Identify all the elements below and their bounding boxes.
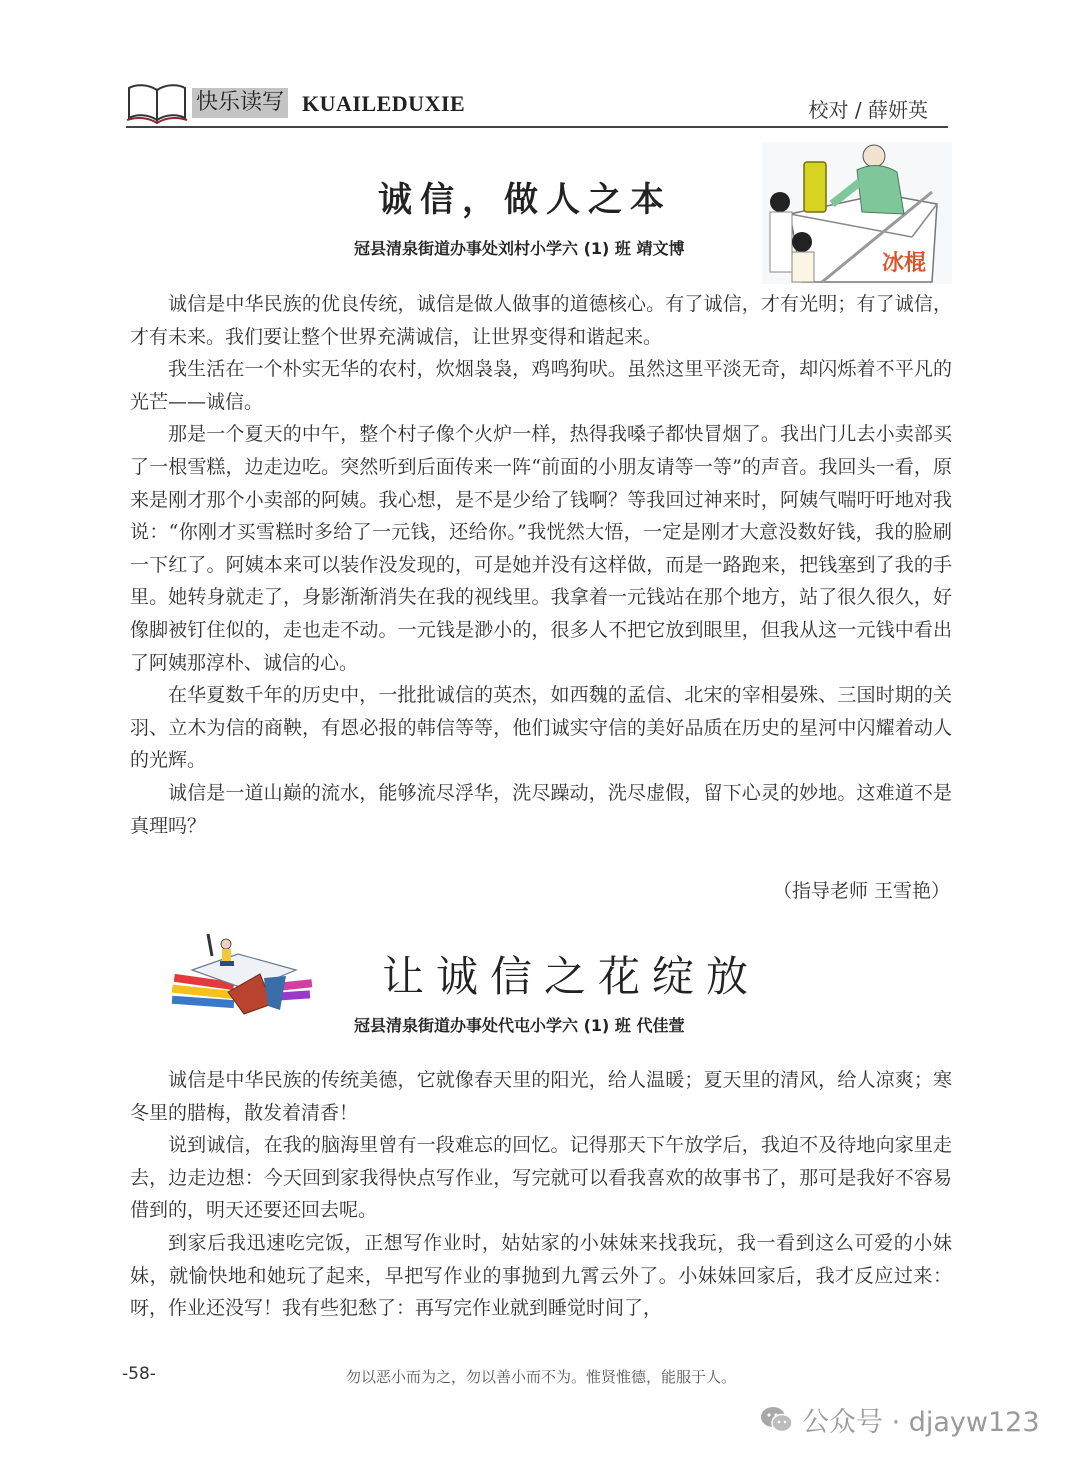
- account-watermark: [760, 1400, 1040, 1439]
- advisor-signoff: （指导老师 王雪艳）: [772, 880, 950, 902]
- column-pinyin: KUAILEDUXIE: [302, 91, 466, 116]
- footer-quote: 勿以恶小而为之，勿以善小而不为。惟贤惟德，能服于人。: [346, 1368, 737, 1386]
- watermark-text: 公众号 · djayw123: [802, 1407, 1040, 1438]
- open-book-icon: [126, 82, 188, 124]
- paragraph: 那是一个夏天的中午，整个村子像个火炉一样，热得我嗓子都快冒烟了。我出门儿去小卖部买了一根雪糕，边走边吃。突然听到后面传来一阵“前面的小朋友请等一等”的声音。我回头一看，原来是刚才那个小卖部的阿姨。我心想，是不是少给了钱啊？等我回过神来时，阿姨气喘吁吁地对我说：“你刚才买雪糕时多给了一元钱，还给你。”我恍然大悟，一定是刚才大意没数好钱，我的脸刷一下红了。阿姨本来可以装作没发现的，可是她并没有这样做，而是一路跑来，把钱塞到了我的手里。她转身就走了，身影渐渐消失在我的视线里。我拿着一元钱站在那个地方，站了很久很久，好像脚被钉住似的，走也走不动。一元钱是渺小的，很多人不把它放到眼里，但我从这一元钱中看出了阿姨那淳朴、诚信的心。: [130, 423, 952, 674]
- header-divider: [126, 126, 948, 128]
- wechat-icon: [760, 1405, 794, 1435]
- article2-author: 冠县清泉街道办事处代屯小学六 (1) 班 代佳萱: [354, 1016, 685, 1035]
- paragraph: 我生活在一个朴实无华的农村，炊烟袅袅，鸡鸣狗吠。虽然这里平淡无奇，却闪烁着不平凡的光芒——诚信。: [130, 358, 952, 413]
- paragraph: 在华夏数千年的历史中，一批批诚信的英杰，如西魏的孟信、北宋的宰相晏殊、三国时期的关羽、立木为信的商鞅，有恩必报的韩信等等，他们诚实守信的美好品质在历史的星河中闪耀着动人的光辉。: [130, 684, 952, 772]
- page-number: -58-: [122, 1364, 156, 1384]
- paragraph: 诚信是中华民族的传统美德，它就像春天里的阳光，给人温暖；夏天里的清风，给人凉爽；寒冬里的腊梅，散发着清香！: [130, 1069, 952, 1124]
- paragraph: 诚信是一道山巅的流水，能够流尽浮华，洗尽躁动，洗尽虚假，留下心灵的妙地。这难道不是真理吗？: [130, 781, 952, 837]
- article1-author: 冠县清泉街道办事处刘村小学六 (1) 班 靖文博: [354, 239, 685, 258]
- cart-sign-label: 冰棍: [882, 251, 927, 276]
- article1-title: 诚信，做人之本: [378, 180, 672, 220]
- paragraph: 到家后我迅速吃完饭，正想写作业时，姑姑家的小妹妹来找我玩，我一看到这么可爱的小妹妹，就愉快地和她玩了起来，早把写作业的事抛到九霄云外了。小妹妹回家后，我才反应过来：呀，作业还没写！我有些犯愁了：再写完作业就到睡觉时间了，: [130, 1231, 952, 1320]
- article2-body: [130, 1064, 952, 1325]
- page-header: [126, 80, 948, 128]
- ice-pop-vendor-illustration: [762, 142, 952, 284]
- paragraph: 说到诚信，在我的脑海里曾有一段难忘的回忆。记得那天下午放学后，我迫不及待地向家里走去，边走边想：今天回到家我得快点写作业，写完就可以看我喜欢的故事书了，那可是我好不容易借到的，明天还要还回去呢。: [130, 1134, 952, 1222]
- paragraph: 诚信是中华民族的优良传统，诚信是做人做事的道德核心。有了诚信，才有光明；有了诚信，才有未来。我们要让整个世界充满诚信，让世界变得和谐起来。: [130, 293, 952, 348]
- article2-title: 让诚信之花绽放: [382, 952, 761, 1001]
- column-name: 快乐读写: [192, 88, 288, 118]
- proofreader: 校对 / 薛妍英: [808, 98, 928, 122]
- article1-body: [130, 288, 952, 842]
- books-reader-illustration: [168, 932, 318, 1016]
